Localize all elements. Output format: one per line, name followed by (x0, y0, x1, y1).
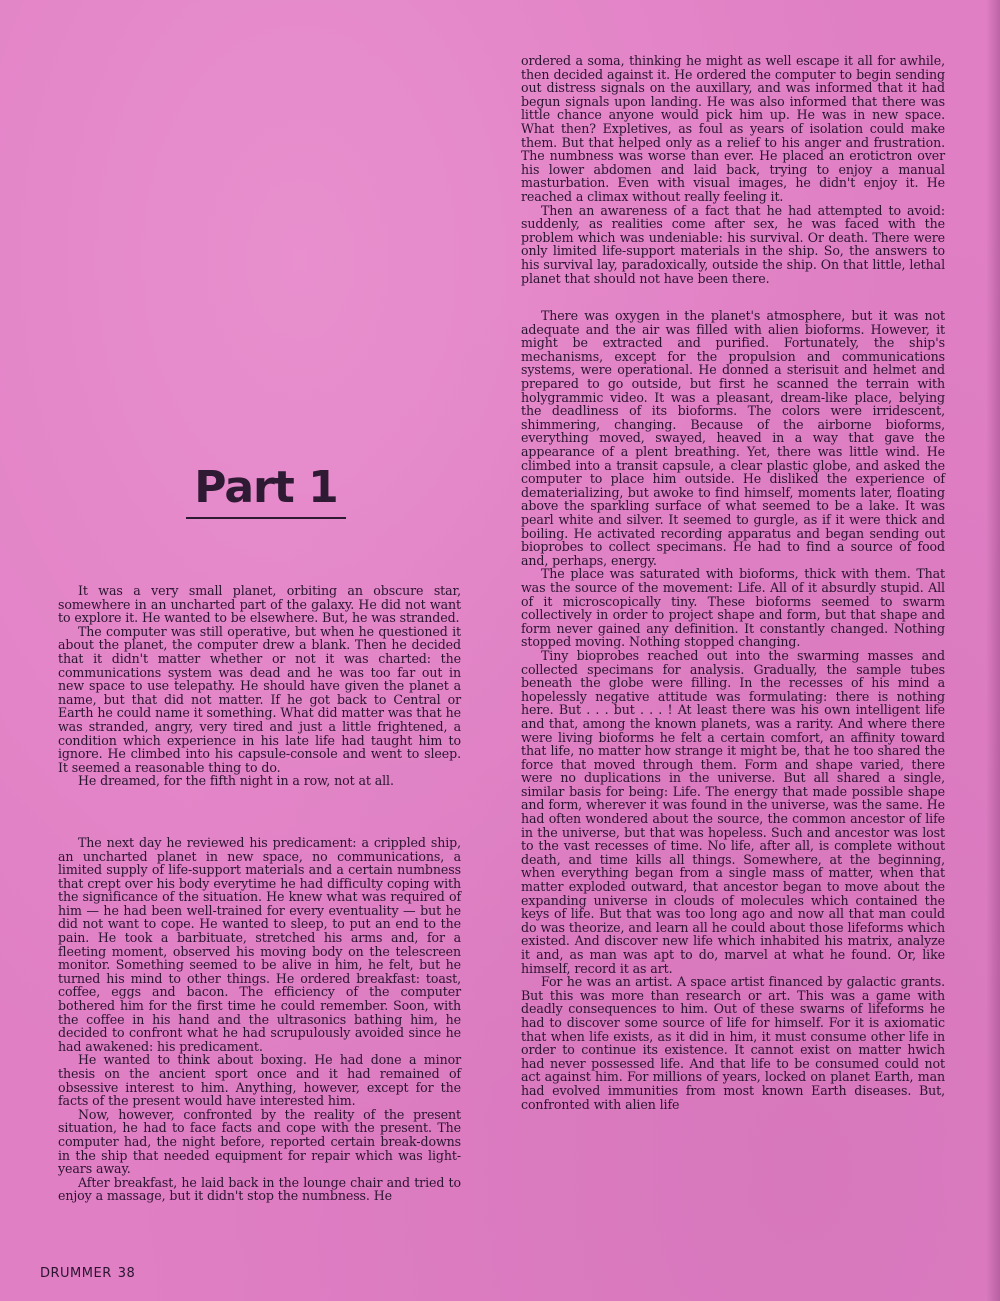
magazine-name: DRUMMER (40, 1266, 112, 1281)
paragraph: For he was an artist. A space artist financed by galactic grants. But this was more than research or art. This was a game with deadly consequences to him. Out of these swarns of lifeforms he had to discover some source of life for himself. For it is axiomatic that when life exists, as it did in him, it must consume other life in order to continue its existence. It cannot exist on matter hwich had never possessed life. And that life to be consumed could not act against him. For millions of years, locked on planet Earth, man had evolved immunities from most known Earth diseases. But, confronted with alien life (521, 974, 945, 1112)
page-edge-shadow (986, 0, 1000, 1301)
section-gap (58, 788, 461, 836)
paragraph: Then an awareness of a fact that he had attempted to avoid: suddenly, as realities come after sex, he was faced with the problem which was undeniable: his survival. Or death. There were only limited life-support materials in the ship. So, the answers to his survival lay, paradoxically, outside the ship. On that little, lethal planet that should not have been there. (521, 202, 945, 286)
paragraph: Tiny bioprobes reached out into the swarming masses and collected specimans for analysis. Gradually, the sample tubes beneath the globe were filling. In the recesses of his mind a hopelessly negative attitude was formulating: there is nothing here. But . . . but . . . ! At least there was his own intelligent life and that, among the known planets, was a rarity. And where there were living bioforms he felt a certain comfort, an affinity toward that life, no matter how strange it might be, that he too shared the force that moved through them. Form and shape varied, there were no duplications in the universe. But all shared a single, similar basis for being: Life. The energy that made possible shape and form, wherever it was found in the universe, was the same. He had often wondered about the source, the common ancestor of life in the universe, but that was hopeless. Such and ancestor was lost to the vast recesses of time. No life, after all, is complete without death, and time kills all things. Somewhere, at the beginning, when everything began from a single mass of matter, when that matter exploded outward, that ancestor began to move about the expanding universe in clouds of molecules which contained the keys of life. But that was too long ago and now all that man could do was theorize, and learn all he could about those lifeforms which existed. And discover new life which inhabited his matrix, analyze it and, as man was apt to do, marvel at what he found. Or, like himself, record it as art. (521, 647, 945, 976)
paragraph: He dreamed, for the fifth night in a row, not at all. (78, 773, 394, 789)
left-column (58, 584, 461, 1203)
page-footer (40, 1266, 135, 1281)
page-number: 38 (117, 1266, 136, 1281)
paragraph: ordered a soma, thinking he might as well escape it all for awhile, then decided against it. He ordered the computer to begin sending out distress signals on the auxillary, and was informed that it had begun signals upon landing. He was also informed that there was little chance anyone would pick him up. He was in new space. What then? Expletives, as foul as years of isolation could make them. But that helped only as a relief to his anger and frustration. The numbness was worse than ever. He placed an erotictron over his lower abdomen and laid back, trying to enjoy a manual masturbation. Even with visual images, he didn't enjoy it. He reached a climax without really feeling it. (521, 53, 945, 204)
paragraph: The place was saturated with bioforms, thick with them. That was the source of the movement: Life. All of it absurdly stupid. All of it microscopically tiny. These bioforms seemed to swarm collectively in order to project shape and form, but that shape and form never gained any definition. It constantly changed. Nothing stopped moving. Nothing stopped changing. (521, 566, 945, 650)
section-gap (521, 285, 945, 309)
heading-underline (186, 517, 346, 519)
paragraph: The computer was still operative, but when he questioned it about the planet, the computer drew a blank. Then he decided that it didn't matter whether or not it was charted: the communications system was dead and he was too far out in new space to use telepathy. He should have given the planet a name, but that did not matter. If he got back to Central or Earth he could name it something. What did matter was that he was stranded, angry, very tired and just a little frightened, a condition which experience in his late life had taught him to ignore. He climbed into his capsule-console and went to sleep. It seemed a reasonable thing to do. (58, 623, 461, 775)
paragraph: The next day he reviewed his predicament: a crippled ship, an uncharted planet in new space, no communications, a limited supply of life-support materials and a certain numbness that crept over his body everytime he had difficulty coping with the significance of the situation. He knew what was required of him — he had been well-trained for every eventuality — but he did not want to cope. He wanted to sleep, to put an end to the pain. He took a barbituate, stretched his arms and, for a fleeting moment, observed his moving body on the telescreen monitor. Something seemed to be alive in him, he felt, but he turned his mind to other things. He ordered breakfast: toast, coffee, eggs and bacon. The efficiency of the computer bothered him for the first time he could remember. Soon, with the coffee in his hand and the ultrasonics bathing him, he decided to confront what he had scrupulously avoided since he had awakened: his predicament. (58, 834, 461, 1054)
right-column (521, 54, 945, 1111)
paragraph: It was a very small planet, orbiting an obscure star, somewhere in an uncharted part of the galaxy. He did not want to explore it. He wanted to be elsewhere. But, he was stranded. (58, 583, 461, 626)
paragraph: There was oxygen in the planet's atmosphere, but it was not adequate and the air was filled with alien bioforms. However, it might be extracted and purified. Fortunately, the ship's mechanisms, except for the propulsion and communications systems, were operational. He donned a sterisuit and helmet and prepared to go outside, but first he scanned the terrain with holygrammic video. It was a pleasant, dream-like place, belying the deadliness of its bioforms. The colors were irridescent, shimmering, changing. Because of the airborne bioforms, everything moved, swayed, heaved in a way that gave the appearance of a plent breathing. Yet, there was little wind. He climbed into a transit capsule, a clear plastic globe, and asked the computer to place him outside. He disliked the experience of dematerializing, but awoke to find himself, moments later, floating above the sparkling surface of what seemed to be a lake. It was pearl white and silver. It seemed to gurgle, as if it were thick and boiling. He activated recording apparatus and began sending out bioprobes to collect specimans. He had to find a source of food and, perhaps, energy. (521, 308, 945, 568)
section-heading: Part 1 (194, 462, 338, 513)
paragraph: After breakfast, he laid back in the lounge chair and tried to enjoy a massage, but it didn't stop the numbness. He (58, 1174, 461, 1204)
paragraph: Now, however, confronted by the reality of the present situation, he had to face facts and cope with the present. The computer had, the night before, reported certain break-downs in the ship that needed equipment for repair which was light-years away. (58, 1106, 461, 1177)
paragraph: He wanted to think about boxing. He had done a minor thesis on the ancient sport once and it had remained of obsessive interest to him. Anything, however, except for the facts of the present would have interested him. (58, 1052, 461, 1109)
